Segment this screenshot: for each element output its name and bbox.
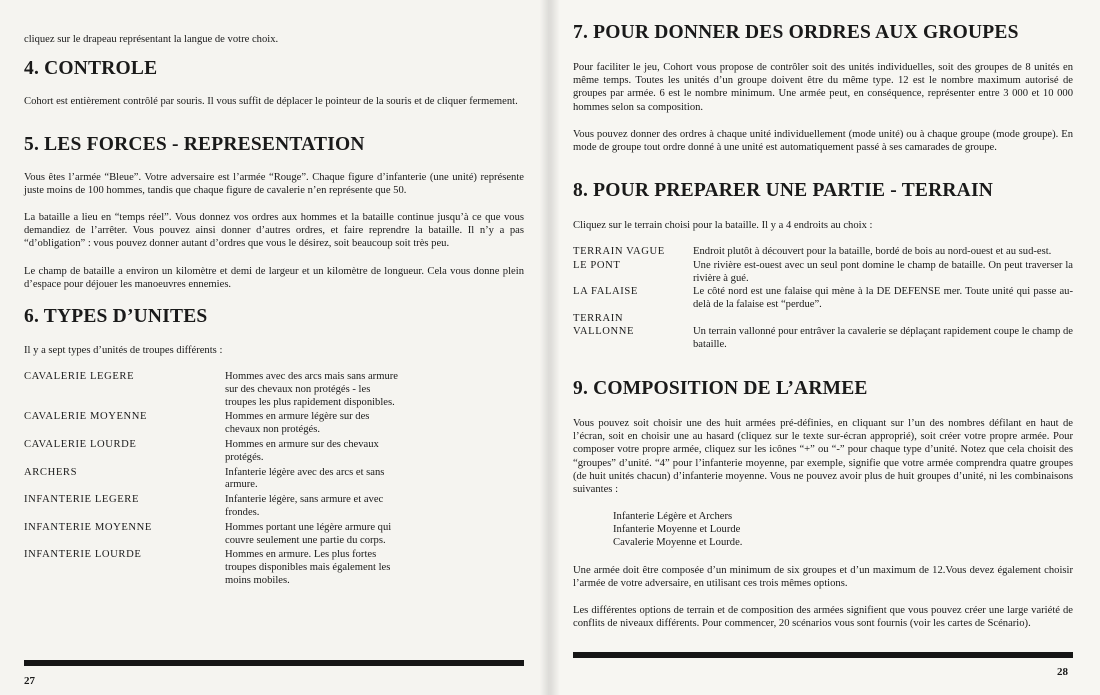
terrain-term: LE PONT — [573, 259, 621, 271]
terrain-row — [573, 313, 1073, 352]
intro-text: cliquez sur le drapeau représentant la langue de votre choix. — [24, 34, 279, 45]
heading-types-unites: 6. TYPES D’UNITES — [24, 306, 208, 327]
heading-composition: 9. COMPOSITION DE L’ARMEE — [573, 378, 868, 399]
unit-desc: Hommes avec des arcs mais sans armure sur des chevaux non protégés - les troupes les plus rapidement disponibles. — [225, 371, 398, 408]
heading-controle: 4. CONTROLE — [24, 58, 158, 79]
combo-item: Infanterie Moyenne et Lourde — [613, 524, 741, 536]
combo-item: Infanterie Légère et Archers — [613, 511, 733, 522]
unit-desc: Hommes portant une légère armure qui couvre seulement une partie du corps. — [225, 521, 392, 546]
forces-text-3: Le champ de bataille a environ un kilomètre et demi de largeur et un kilomètre de longueur. Cela vous donne plein d’espace pour déjouer les manoeuvres ennemies. — [24, 266, 524, 291]
types-intro: Il y a sept types d’unités de troupes différents : — [24, 345, 223, 356]
unit-term: CAVALERIE LEGERE — [24, 371, 135, 382]
terrain-desc: Endroit plutôt à découvert pour la bataille, bordé de bois au nord-ouest et au sud-est. — [693, 246, 1052, 257]
unit-row — [24, 411, 404, 437]
forces-text-1: Vous êtes l’armée “Bleue”. Votre adversaire est l’armée “Rouge”. Chaque figure d’infanterie (une unité) représente juste moins de 100 hommes, tandis que chaque figure de cavalerie n’en représente que 50. — [24, 172, 524, 197]
terrain-intro: Cliquez sur le terrain choisi pour la bataille. Il y a 4 endroits au choix : — [573, 220, 873, 231]
footer-rule — [573, 652, 1073, 658]
footer-rule — [24, 660, 524, 666]
combo-item: Cavalerie Moyenne et Lourde. — [613, 537, 743, 549]
terrain-desc: Un terrain vallonné pour entrâver la cavalerie se déplaçant rapidement coupe le champ de bataille. — [693, 325, 1073, 350]
unit-desc: Infanterie légère, sans armure et avec frondes. — [225, 494, 384, 518]
unit-types-list — [24, 371, 404, 588]
right-page — [549, 0, 1100, 695]
heading-terrain: 8. POUR PREPARER UNE PARTIE - TERRAIN — [573, 180, 994, 201]
unit-term: ARCHERS — [24, 466, 78, 478]
unit-term: CAVALERIE MOYENNE — [24, 411, 148, 423]
page-number: 28 — [1057, 666, 1068, 678]
page-number: 27 — [24, 675, 35, 687]
unit-desc: Hommes en armure sur des chevaux protégés. — [225, 438, 379, 463]
left-page — [0, 0, 549, 695]
forbidden-combos — [613, 510, 1013, 550]
terrain-desc: Une rivière est-ouest avec un seul pont domine le champ de bataille. On peut traverser la rivière à gué. — [693, 259, 1073, 284]
unit-desc: Hommes en armure légère sur des chevaux non protégés. — [225, 411, 370, 436]
ordres-text-1: Pour faciliter le jeu, Cohort vous propose de contrôler soit des unités individuelles, soit des groupes de 8 unités en même temps. Toutes les unités d’un groupe doivent être du même type. 12 est le nombre maximum autorisé de groupes par armée. 6 est le nombre minimum. Une armée peut, en conséquence, représenter entre 3 000 et 10 000 hommes selon sa composition. — [573, 62, 1073, 113]
unit-row — [24, 439, 404, 465]
terrain-row — [573, 260, 1073, 286]
unit-desc: Infanterie légère avec des arcs et sans armure. — [225, 466, 385, 491]
unit-term: INFANTERIE LOURDE — [24, 549, 142, 561]
unit-row — [24, 467, 404, 493]
heading-forces: 5. LES FORCES - REPRESENTATION — [24, 134, 365, 155]
composition-text-2: Une armée doit être composée d’un minimum de six groupes et d’un maximum de 12.Vous devez également choisir l’armée de votre adversaire, en utilisant ces trois mêmes options. — [573, 565, 1073, 590]
composition-text-1: Vous pouvez soit choisir une des huit armées pré-définies, en cliquant sur l’un des nombres défilant en haut de l’écran, soit en choisir une au hasard (cliquez sur le texte sur-écran approprié), soit créer votre propre armée. Pour composer votre propre armée, cliquez sur les icônes “+” ou “-” pour chaque type d’unité. Notez que cela choisit des “groupes” d’unité. “4” pour l’infanterie moyenne, par exemple, signifie que votre armée comprendra quatre groupes (de huit unités chacun) d’infanterie moyenne. Vous ne pouvez avoir plus de huit groupes d’unité, ni les combinaisons suivantes : — [573, 418, 1073, 496]
forces-text-2: La bataille a lieu en “temps réel”. Vous donnez vos ordres aux hommes et la bataille continue jusqu’à ce que vous demandiez de l’arrêter. Vous pouvez ainsi donner d’autres ordres, et faire reprendre la bataille. Il n’y a pas “d’obligation” : vous pouvez donner autant d’ordres que vous le désirez, soit beaucoup soit très peu. — [24, 212, 524, 250]
unit-row — [24, 522, 404, 548]
terrain-list — [573, 246, 1073, 352]
heading-ordres-groupes: 7. POUR DONNER DES ORDRES AUX GROUPES — [573, 22, 1019, 43]
unit-term: CAVALERIE LOURDE — [24, 438, 137, 450]
terrain-term: TERRAIN VAGUE — [573, 246, 665, 257]
unit-term: INFANTERIE LEGERE — [24, 494, 140, 506]
terrain-desc: Le côté nord est une falaise qui mène à la DE DEFENSE mer. Toute unité qui passe au-delà de la falaise est “perdue”. — [693, 286, 1073, 311]
unit-row — [24, 549, 404, 587]
unit-desc: Hommes en armure. Les plus fortes troupes disponibles mais également les moins mobiles. — [225, 549, 391, 586]
unit-row — [24, 371, 404, 409]
terrain-term: LA FALAISE — [573, 286, 638, 298]
unit-term: INFANTERIE MOYENNE — [24, 521, 153, 533]
terrain-row — [573, 286, 1073, 312]
terrain-term: TERRAIN VALLONNE — [573, 312, 635, 337]
composition-text-3: Les différentes options de terrain et de composition des armées signifient que vous pouvez créer une large variété de conflits de niveaux différents. Pour commencer, 20 scénarios vous sont fournis (voir les cartes de Scénario). — [573, 605, 1073, 630]
book-gutter — [540, 0, 560, 695]
terrain-row — [573, 246, 1073, 259]
controle-text: Cohort est entièrement contrôlé par souris. Il vous suffit de déplacer le pointeur de la souris et de cliquer fermement. — [24, 96, 518, 107]
unit-row — [24, 494, 404, 520]
ordres-text-2: Vous pouvez donner des ordres à chaque unité individuellement (mode unité) ou à chaque groupe (mode groupe). En mode de groupe tout ordre donné à une unité est automatiquement passé à ses camarades de groupe. — [573, 129, 1073, 154]
